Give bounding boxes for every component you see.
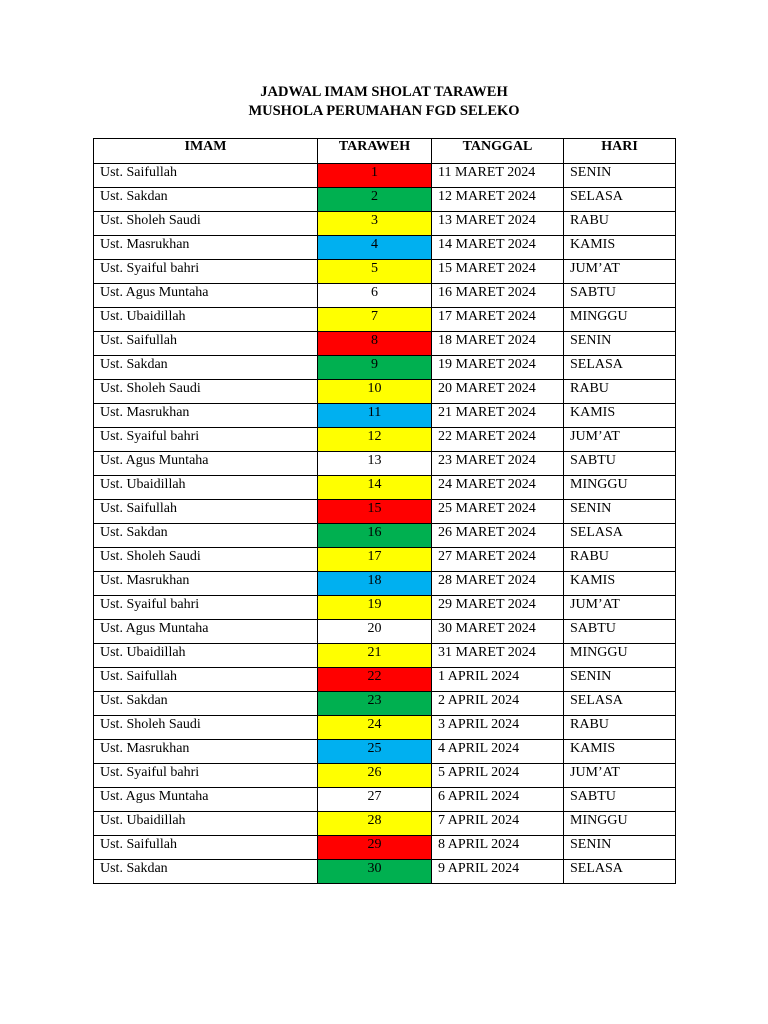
taraweh-cell: 25	[318, 740, 432, 764]
imam-cell: Ust. Sakdan	[94, 860, 318, 884]
tanggal-cell: 8 APRIL 2024	[432, 836, 564, 860]
taraweh-cell: 7	[318, 308, 432, 332]
imam-cell: Ust. Ubaidillah	[94, 812, 318, 836]
hari-cell: JUM’AT	[564, 260, 676, 284]
table-row	[94, 428, 676, 452]
hari-cell: SELASA	[564, 692, 676, 716]
imam-cell: Ust. Masrukhan	[94, 404, 318, 428]
imam-cell: Ust. Syaiful bahri	[94, 428, 318, 452]
imam-cell: Ust. Saifullah	[94, 500, 318, 524]
imam-cell: Ust. Sholeh Saudi	[94, 212, 318, 236]
header-tanggal: TANGGAL	[432, 139, 564, 164]
taraweh-cell: 28	[318, 812, 432, 836]
table-row	[94, 596, 676, 620]
document-title: JADWAL IMAM SHOLAT TARAWEH	[260, 84, 508, 100]
imam-cell: Ust. Sholeh Saudi	[94, 380, 318, 404]
imam-cell: Ust. Sholeh Saudi	[94, 548, 318, 572]
taraweh-cell: 27	[318, 788, 432, 812]
hari-cell: SELASA	[564, 188, 676, 212]
imam-cell: Ust. Saifullah	[94, 836, 318, 860]
table-row	[94, 476, 676, 500]
table-row	[94, 644, 676, 668]
taraweh-cell: 19	[318, 596, 432, 620]
tanggal-cell: 5 APRIL 2024	[432, 764, 564, 788]
tanggal-cell: 21 MARET 2024	[432, 404, 564, 428]
taraweh-cell: 14	[318, 476, 432, 500]
imam-cell: Ust. Syaiful bahri	[94, 764, 318, 788]
hari-cell: KAMIS	[564, 572, 676, 596]
tanggal-cell: 1 APRIL 2024	[432, 668, 564, 692]
table-row	[94, 764, 676, 788]
hari-cell: SENIN	[564, 668, 676, 692]
tanggal-cell: 18 MARET 2024	[432, 332, 564, 356]
hari-cell: KAMIS	[564, 404, 676, 428]
taraweh-cell: 12	[318, 428, 432, 452]
imam-cell: Ust. Sakdan	[94, 692, 318, 716]
taraweh-cell: 1	[318, 164, 432, 188]
tanggal-cell: 6 APRIL 2024	[432, 788, 564, 812]
hari-cell: SENIN	[564, 164, 676, 188]
imam-cell: Ust. Sakdan	[94, 524, 318, 548]
tanggal-cell: 19 MARET 2024	[432, 356, 564, 380]
hari-cell: RABU	[564, 212, 676, 236]
imam-cell: Ust. Ubaidillah	[94, 308, 318, 332]
imam-cell: Ust. Sakdan	[94, 188, 318, 212]
imam-cell: Ust. Ubaidillah	[94, 644, 318, 668]
table-row	[94, 236, 676, 260]
tanggal-cell: 20 MARET 2024	[432, 380, 564, 404]
hari-cell: JUM’AT	[564, 428, 676, 452]
table-row	[94, 356, 676, 380]
taraweh-cell: 15	[318, 500, 432, 524]
table-row	[94, 668, 676, 692]
hari-cell: SABTU	[564, 788, 676, 812]
table-row	[94, 860, 676, 884]
hari-cell: SELASA	[564, 524, 676, 548]
table-row	[94, 164, 676, 188]
table-row	[94, 836, 676, 860]
taraweh-cell: 24	[318, 716, 432, 740]
tanggal-cell: 3 APRIL 2024	[432, 716, 564, 740]
imam-cell: Ust. Sakdan	[94, 356, 318, 380]
taraweh-cell: 23	[318, 692, 432, 716]
schedule-table	[93, 138, 676, 884]
hari-cell: SENIN	[564, 836, 676, 860]
tanggal-cell: 23 MARET 2024	[432, 452, 564, 476]
tanggal-cell: 15 MARET 2024	[432, 260, 564, 284]
table-row	[94, 212, 676, 236]
tanggal-cell: 26 MARET 2024	[432, 524, 564, 548]
taraweh-cell: 4	[318, 236, 432, 260]
tanggal-cell: 30 MARET 2024	[432, 620, 564, 644]
tanggal-cell: 25 MARET 2024	[432, 500, 564, 524]
taraweh-cell: 5	[318, 260, 432, 284]
header-taraweh: TARAWEH	[318, 139, 432, 164]
tanggal-cell: 4 APRIL 2024	[432, 740, 564, 764]
taraweh-cell: 9	[318, 356, 432, 380]
tanggal-cell: 22 MARET 2024	[432, 428, 564, 452]
taraweh-cell: 16	[318, 524, 432, 548]
table-row	[94, 404, 676, 428]
hari-cell: SABTU	[564, 284, 676, 308]
table-row	[94, 452, 676, 476]
tanggal-cell: 31 MARET 2024	[432, 644, 564, 668]
table-row	[94, 284, 676, 308]
tanggal-cell: 13 MARET 2024	[432, 212, 564, 236]
table-row	[94, 740, 676, 764]
table-row	[94, 332, 676, 356]
header-hari: HARI	[564, 139, 676, 164]
hari-cell: SABTU	[564, 452, 676, 476]
taraweh-cell: 20	[318, 620, 432, 644]
tanggal-cell: 2 APRIL 2024	[432, 692, 564, 716]
imam-cell: Ust. Agus Muntaha	[94, 452, 318, 476]
tanggal-cell: 16 MARET 2024	[432, 284, 564, 308]
table-row	[94, 692, 676, 716]
hari-cell: MINGGU	[564, 308, 676, 332]
imam-cell: Ust. Masrukhan	[94, 236, 318, 260]
imam-cell: Ust. Agus Muntaha	[94, 284, 318, 308]
hari-cell: JUM’AT	[564, 764, 676, 788]
taraweh-cell: 30	[318, 860, 432, 884]
table-row	[94, 572, 676, 596]
hari-cell: SABTU	[564, 620, 676, 644]
table-row	[94, 260, 676, 284]
imam-cell: Ust. Syaiful bahri	[94, 596, 318, 620]
table-row	[94, 620, 676, 644]
taraweh-cell: 13	[318, 452, 432, 476]
table-row	[94, 380, 676, 404]
tanggal-cell: 29 MARET 2024	[432, 596, 564, 620]
hari-cell: SENIN	[564, 332, 676, 356]
hari-cell: RABU	[564, 716, 676, 740]
hari-cell: RABU	[564, 548, 676, 572]
imam-cell: Ust. Agus Muntaha	[94, 620, 318, 644]
taraweh-cell: 26	[318, 764, 432, 788]
table-body	[94, 164, 676, 884]
hari-cell: RABU	[564, 380, 676, 404]
tanggal-cell: 28 MARET 2024	[432, 572, 564, 596]
taraweh-cell: 18	[318, 572, 432, 596]
taraweh-cell: 6	[318, 284, 432, 308]
hari-cell: SELASA	[564, 860, 676, 884]
taraweh-cell: 11	[318, 404, 432, 428]
tanggal-cell: 27 MARET 2024	[432, 548, 564, 572]
tanggal-cell: 11 MARET 2024	[432, 164, 564, 188]
document-subtitle: MUSHOLA PERUMAHAN FGD SELEKO	[248, 103, 520, 119]
table-row	[94, 524, 676, 548]
header-imam: IMAM	[94, 139, 318, 164]
imam-cell: Ust. Masrukhan	[94, 740, 318, 764]
taraweh-cell: 3	[318, 212, 432, 236]
taraweh-cell: 22	[318, 668, 432, 692]
imam-cell: Ust. Agus Muntaha	[94, 788, 318, 812]
table-row	[94, 308, 676, 332]
taraweh-cell: 29	[318, 836, 432, 860]
hari-cell: MINGGU	[564, 644, 676, 668]
tanggal-cell: 9 APRIL 2024	[432, 860, 564, 884]
hari-cell: MINGGU	[564, 812, 676, 836]
tanggal-cell: 7 APRIL 2024	[432, 812, 564, 836]
tanggal-cell: 14 MARET 2024	[432, 236, 564, 260]
hari-cell: SENIN	[564, 500, 676, 524]
taraweh-cell: 17	[318, 548, 432, 572]
imam-cell: Ust. Ubaidillah	[94, 476, 318, 500]
imam-cell: Ust. Masrukhan	[94, 572, 318, 596]
taraweh-cell: 10	[318, 380, 432, 404]
table-row	[94, 188, 676, 212]
taraweh-cell: 8	[318, 332, 432, 356]
hari-cell: MINGGU	[564, 476, 676, 500]
hari-cell: JUM’AT	[564, 596, 676, 620]
taraweh-cell: 2	[318, 188, 432, 212]
table-row	[94, 500, 676, 524]
tanggal-cell: 24 MARET 2024	[432, 476, 564, 500]
taraweh-cell: 21	[318, 644, 432, 668]
table-row	[94, 716, 676, 740]
tanggal-cell: 12 MARET 2024	[432, 188, 564, 212]
hari-cell: KAMIS	[564, 236, 676, 260]
hari-cell: KAMIS	[564, 740, 676, 764]
tanggal-cell: 17 MARET 2024	[432, 308, 564, 332]
table-row	[94, 812, 676, 836]
table-row	[94, 548, 676, 572]
hari-cell: SELASA	[564, 356, 676, 380]
table-header-row	[94, 139, 676, 164]
imam-cell: Ust. Saifullah	[94, 332, 318, 356]
table-row	[94, 788, 676, 812]
imam-cell: Ust. Saifullah	[94, 164, 318, 188]
imam-cell: Ust. Sholeh Saudi	[94, 716, 318, 740]
imam-cell: Ust. Syaiful bahri	[94, 260, 318, 284]
imam-cell: Ust. Saifullah	[94, 668, 318, 692]
